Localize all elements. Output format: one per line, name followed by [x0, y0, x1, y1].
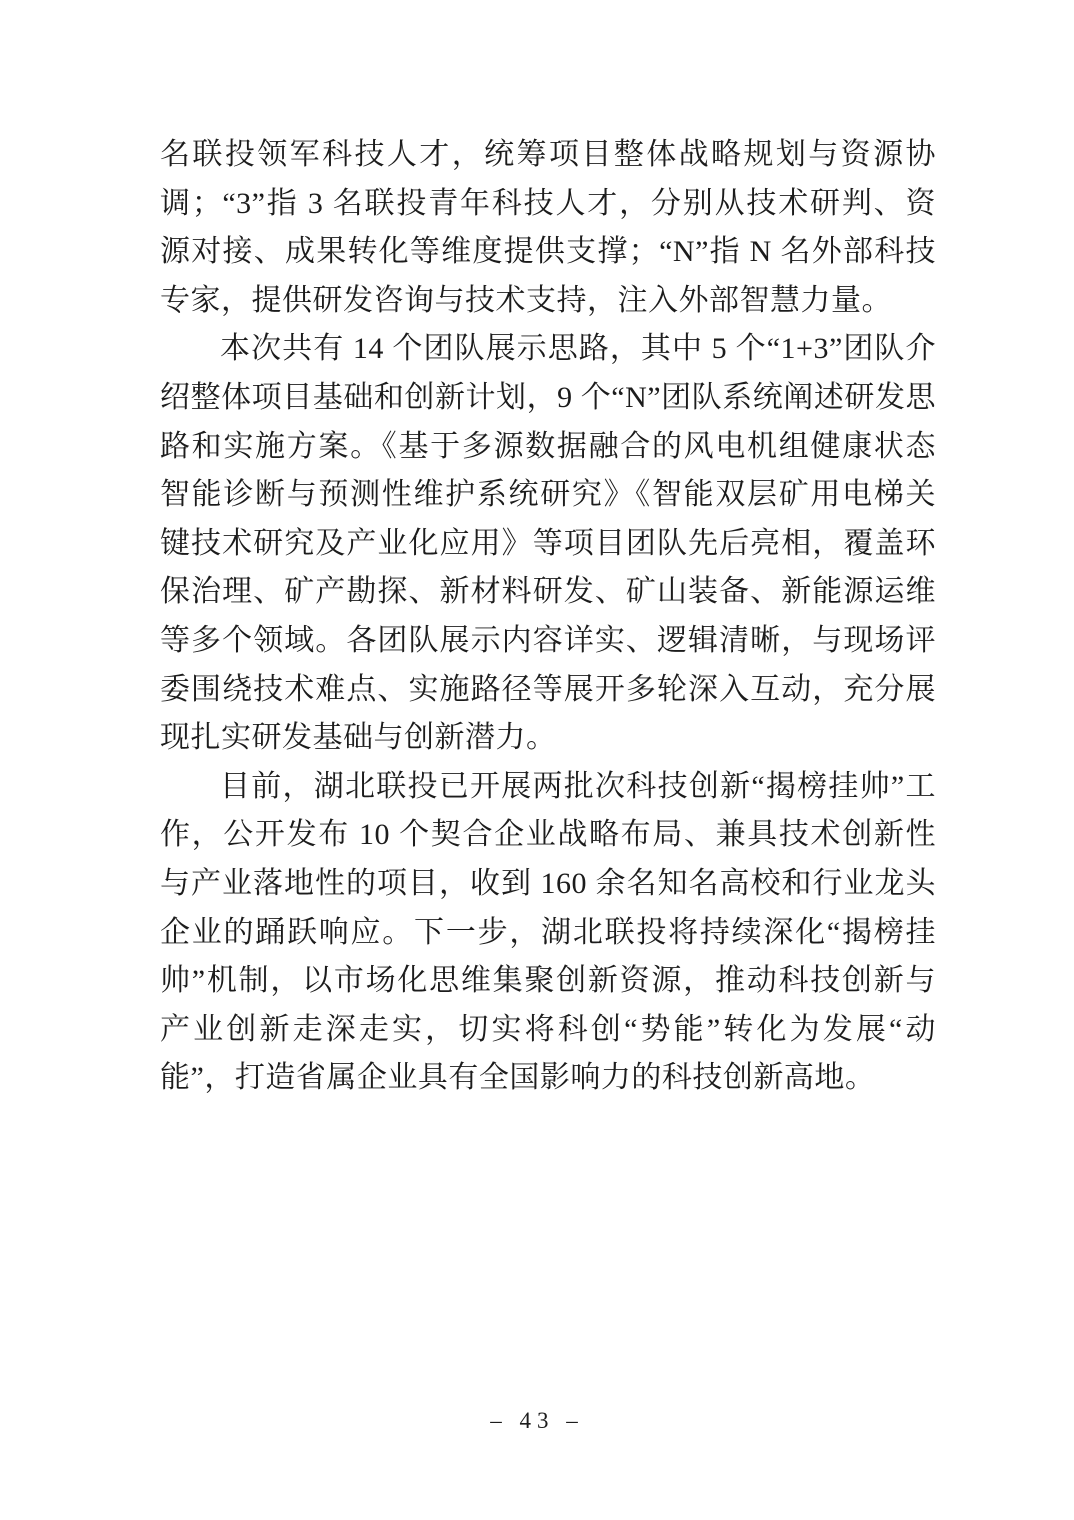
paragraph: 目前，湖北联投已开展两批次科技创新“揭榜挂帅”工作，公开发布 10 个契合企业战略布局、兼具技术创新性与产业落地性的项目，收到 160 余名知名高校和行业龙头企业的踊跃响应。下一步，湖北联投将持续深化“揭榜挂帅”机制，以市场化思维集聚创新资源，推动科技创新与产业创新走深走实，切实将科创“势能”转化为发展“动能”，打造省属企业具有全国影响力的科技创新高地。	[160, 769, 936, 1095]
paragraph-continuation: 名联投领军科技人才，统筹项目整体战略规划与资源协调；“3”指 3 名联投青年科技人才，分别从技术研判、资源对接、成果转化等维度提供支撑；“N”指 N 名外部科技专家，提供研发咨询与技术支持，注入外部智慧力量。	[160, 138, 936, 317]
page-footer	[0, 1408, 1074, 1434]
paragraph: 本次共有 14 个团队展示思路，其中 5 个“1+3”团队介绍整体项目基础和创新计划，9 个“N”团队系统阐述研发思路和实施方案。《基于多源数据融合的风电机组健康状态智能诊断与预测性维护系统研究》《智能双层矿用电梯关键技术研究及产业化应用》等项目团队先后亮相，覆盖环保治理、矿产勘探、新材料研发、矿山装备、新能源运维等多个领域。各团队展示内容详实、逻辑清晰，与现场评委围绕技术难点、实施路径等展开多轮深入互动，充分展现扎实研发基础与创新潜力。	[160, 332, 936, 755]
page-number: – 43 –	[490, 1408, 584, 1433]
document-body	[160, 131, 936, 1103]
